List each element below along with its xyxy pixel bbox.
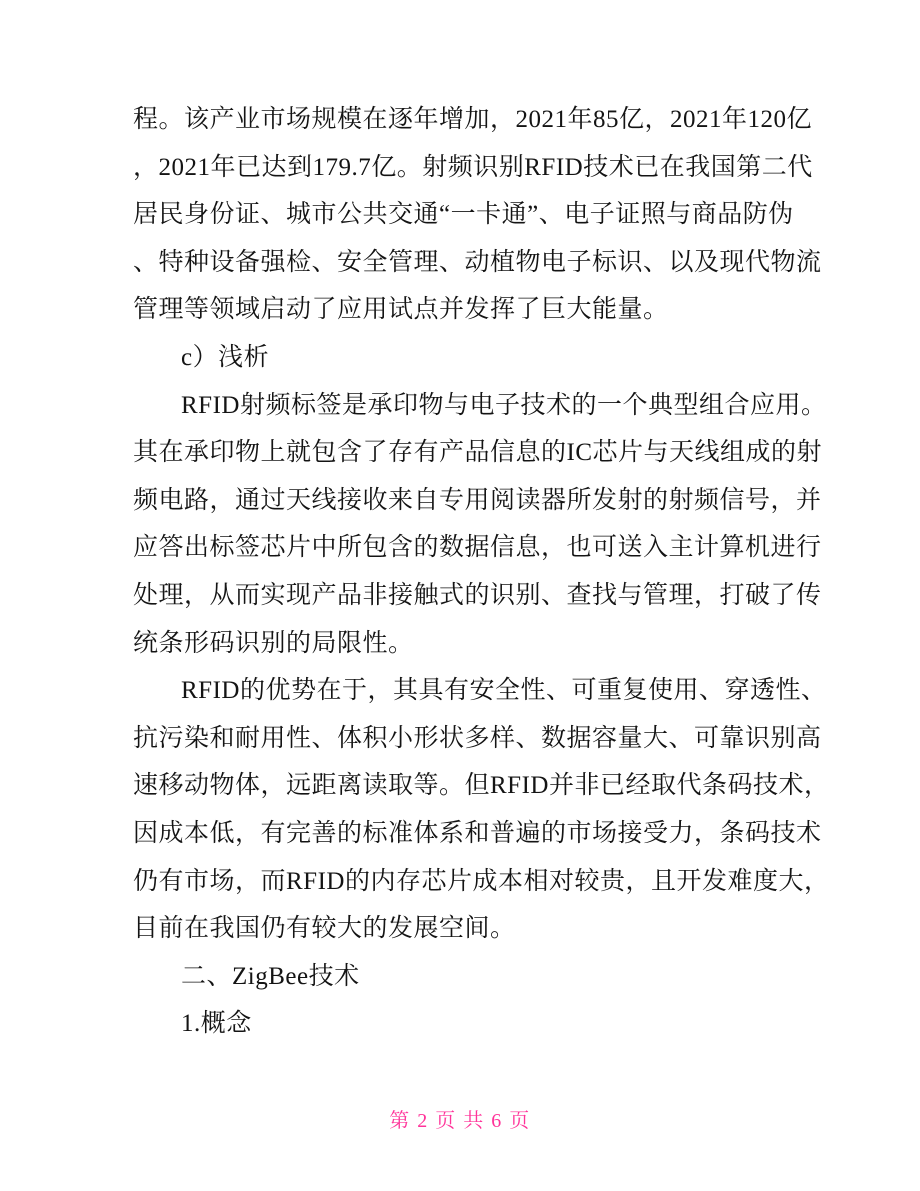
page-number-text: 第 2 页 共 6 页: [389, 1110, 531, 1132]
text-line: RFID射频标签是承印物与电子技术的一个典型组合应用。: [181, 391, 827, 419]
text-line: 程。该产业市场规模在逐年增加，2021年85亿，2021年120亿: [133, 106, 813, 133]
text-line-heading: c）浅析: [181, 343, 270, 371]
text-line: 仍有市场，而RFID的内存芯片成本相对较贵，且开发难度大，: [133, 867, 830, 895]
text-line: 、特种设备强检、安全管理、动植物电子标识、以及现代物流: [133, 248, 822, 276]
text-line: 处理，从而实现产品非接触式的识别、查找与管理，打破了传: [133, 581, 822, 609]
text-line: 频电路，通过天线接收来自专用阅读器所发射的射频信号，并: [133, 486, 822, 514]
text-line: 居民身份证、城市公共交通“一卡通”、电子证照与商品防伪: [133, 201, 794, 229]
text-line: RFID的优势在于，其具有安全性、可重复使用、穿透性、: [181, 677, 827, 705]
text-line: 目前在我国仍有较大的发展空间。: [133, 915, 516, 943]
text-line-heading: 1.概念: [181, 1010, 252, 1038]
text-line: 因成本低，有完善的标准体系和普遍的市场接受力，条码技术: [133, 819, 822, 847]
text-line: ，2021年已达到179.7亿。射频识别RFID技术已在我国第二代: [133, 153, 813, 181]
text-line: 抗污染和耐用性、体积小形状多样、数据容量大、可靠识别高: [133, 724, 822, 752]
document-body: [133, 96, 830, 1048]
text-line: 其在承印物上就包含了存有产品信息的IC芯片与天线组成的射: [133, 439, 823, 467]
page-footer: [0, 1106, 920, 1136]
text-line: 应答出标签芯片中所包含的数据信息，也可送入主计算机进行: [133, 534, 822, 562]
text-line-heading: 二、ZigBee技术: [181, 962, 360, 990]
text-line: 管理等领域启动了应用试点并发挥了巨大能量。: [133, 296, 669, 324]
text-line: 统条形码识别的局限性。: [133, 629, 414, 657]
text-line: 速移动物体，远距离读取等。但RFID并非已经取代条码技术，: [133, 772, 830, 800]
